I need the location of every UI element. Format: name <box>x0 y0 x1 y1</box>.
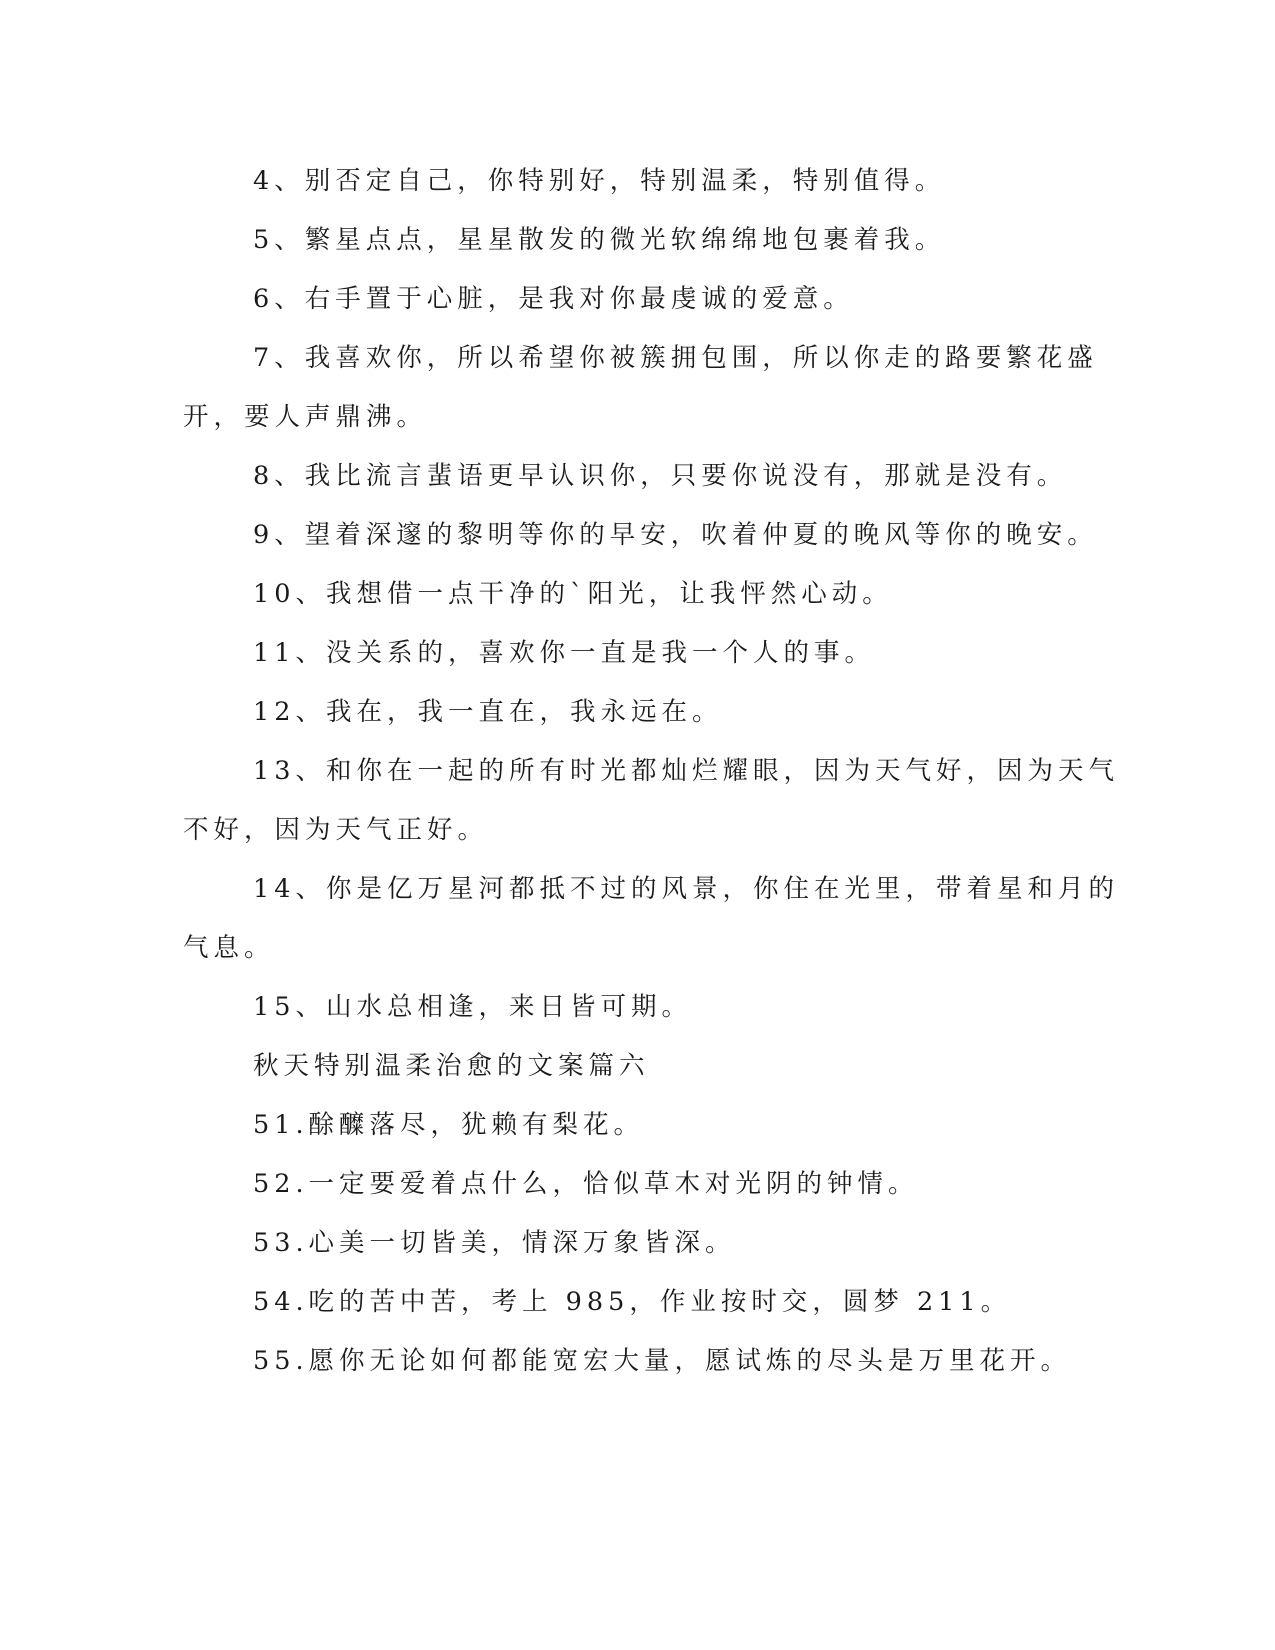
paragraph-line: 55.愿你无论如何都能宽宏大量，愿试炼的尽头是万里花开。 <box>253 1346 1072 1376</box>
paragraph-line: 15、山水总相逢，来日皆可期。 <box>253 992 692 1022</box>
paragraph-line: 11、没关系的，喜欢你一直是我一个人的事。 <box>253 638 875 668</box>
paragraph-line-continued: 不好，因为天气正好。 <box>183 815 489 845</box>
paragraph-line: 5、繁星点点，星星散发的微光软绵绵地包裹着我。 <box>253 225 946 255</box>
paragraph-line: 7、我喜欢你，所以希望你被簇拥包围，所以你走的路要繁花盛 <box>253 343 1098 373</box>
paragraph-line: 54.吃的苦中苦，考上 985，作业按时交，圆梦 211。 <box>253 1287 1012 1317</box>
paragraph-line: 53.心美一切皆美，情深万象皆深。 <box>253 1228 736 1258</box>
paragraph-line-continued: 开，要人声鼎沸。 <box>183 402 428 432</box>
paragraph-line: 52.一定要爱着点什么，恰似草木对光阴的钟情。 <box>253 1169 919 1199</box>
paragraph-line: 6、右手置于心脏，是我对你最虔诚的爱意。 <box>253 284 854 314</box>
paragraph-line: 9、望着深邃的黎明等你的早安，吹着仲夏的晚风等你的晚安。 <box>253 520 1098 550</box>
section-heading: 秋天特别温柔治愈的文案篇六 <box>253 1051 650 1081</box>
paragraph-line: 12、我在，我一直在，我永远在。 <box>253 697 723 727</box>
paragraph-line: 4、别否定自己，你特别好，特别温柔，特别值得。 <box>253 166 946 196</box>
paragraph-line-continued: 气息。 <box>183 933 275 963</box>
paragraph-line: 51.酴醾落尽，犹赖有梨花。 <box>253 1110 645 1140</box>
paragraph-line: 10、我想借一点干净的`阳光，让我怦然心动。 <box>253 579 893 609</box>
paragraph-line: 8、我比流言蜚语更早认识你，只要你说没有，那就是没有。 <box>253 461 1068 491</box>
paragraph-line: 13、和你在一起的所有时光都灿烂耀眼，因为天气好，因为天气 <box>253 756 1119 786</box>
paragraph-line: 14、你是亿万星河都抵不过的风景，你住在光里，带着星和月的 <box>253 874 1119 904</box>
